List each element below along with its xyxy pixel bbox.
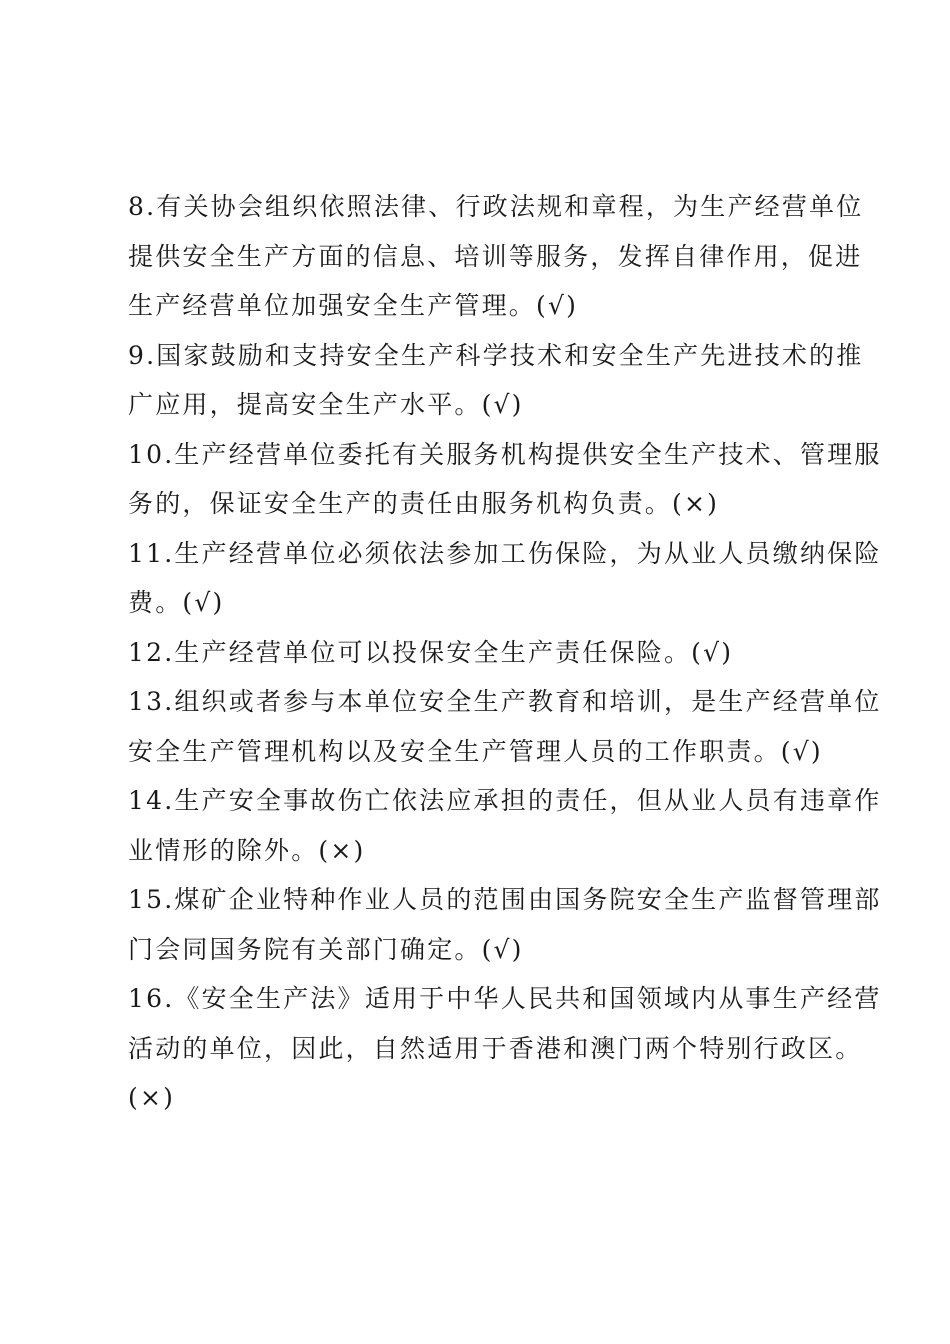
text-line: 提供安全生产方面的信息、培训等服务，发挥自律作用，促进 xyxy=(128,241,863,271)
text-line: 14.生产安全事故伤亡依法应承担的责任，但从业人员有违章作 xyxy=(128,786,882,815)
text-line: 15.煤矿企业特种作业人员的范围由国务院安全生产监督管理部 xyxy=(128,885,882,914)
text-line: 广应用，提高安全生产水平。(√) xyxy=(128,390,524,419)
text-line: 12.生产经营单位可以投保安全生产责任保险。(√) xyxy=(128,637,734,667)
text-line: 16.《安全生产法》适用于中华人民共和国领域内从事生产经营 xyxy=(128,984,882,1013)
text-line: 生产经营单位加强安全生产管理。(√) xyxy=(128,291,579,320)
text-line: 业情形的除外。(×) xyxy=(128,835,366,865)
text-line: 10.生产经营单位委托有关服务机构提供安全生产技术、管理服 xyxy=(128,439,882,469)
document-body xyxy=(128,182,882,1123)
text-line: 安全生产管理机构以及安全生产管理人员的工作职责。(√) xyxy=(128,736,823,766)
text-line: 门会同国务院有关部门确定。(√) xyxy=(128,934,524,964)
text-line: 9.国家鼓励和支持安全生产科学技术和安全生产先进技术的推 xyxy=(128,340,864,370)
text-line: 活动的单位，因此，自然适用于香港和澳门两个特别行政区。 xyxy=(128,1033,863,1063)
text-line: 13.组织或者参与本单位安全生产教育和培训，是生产经营单位 xyxy=(128,687,882,716)
text-line: 务的，保证安全生产的责任由服务机构负责。(×) xyxy=(128,489,720,518)
text-line: (×) xyxy=(128,1083,176,1112)
text-line: 11.生产经营单位必须依法参加工伤保险，为从业人员缴纳保险 xyxy=(128,538,882,568)
text-line: 8.有关协会组织依照法律、行政法规和章程，为生产经营单位 xyxy=(128,192,864,221)
text-line: 费。(√) xyxy=(128,588,225,617)
